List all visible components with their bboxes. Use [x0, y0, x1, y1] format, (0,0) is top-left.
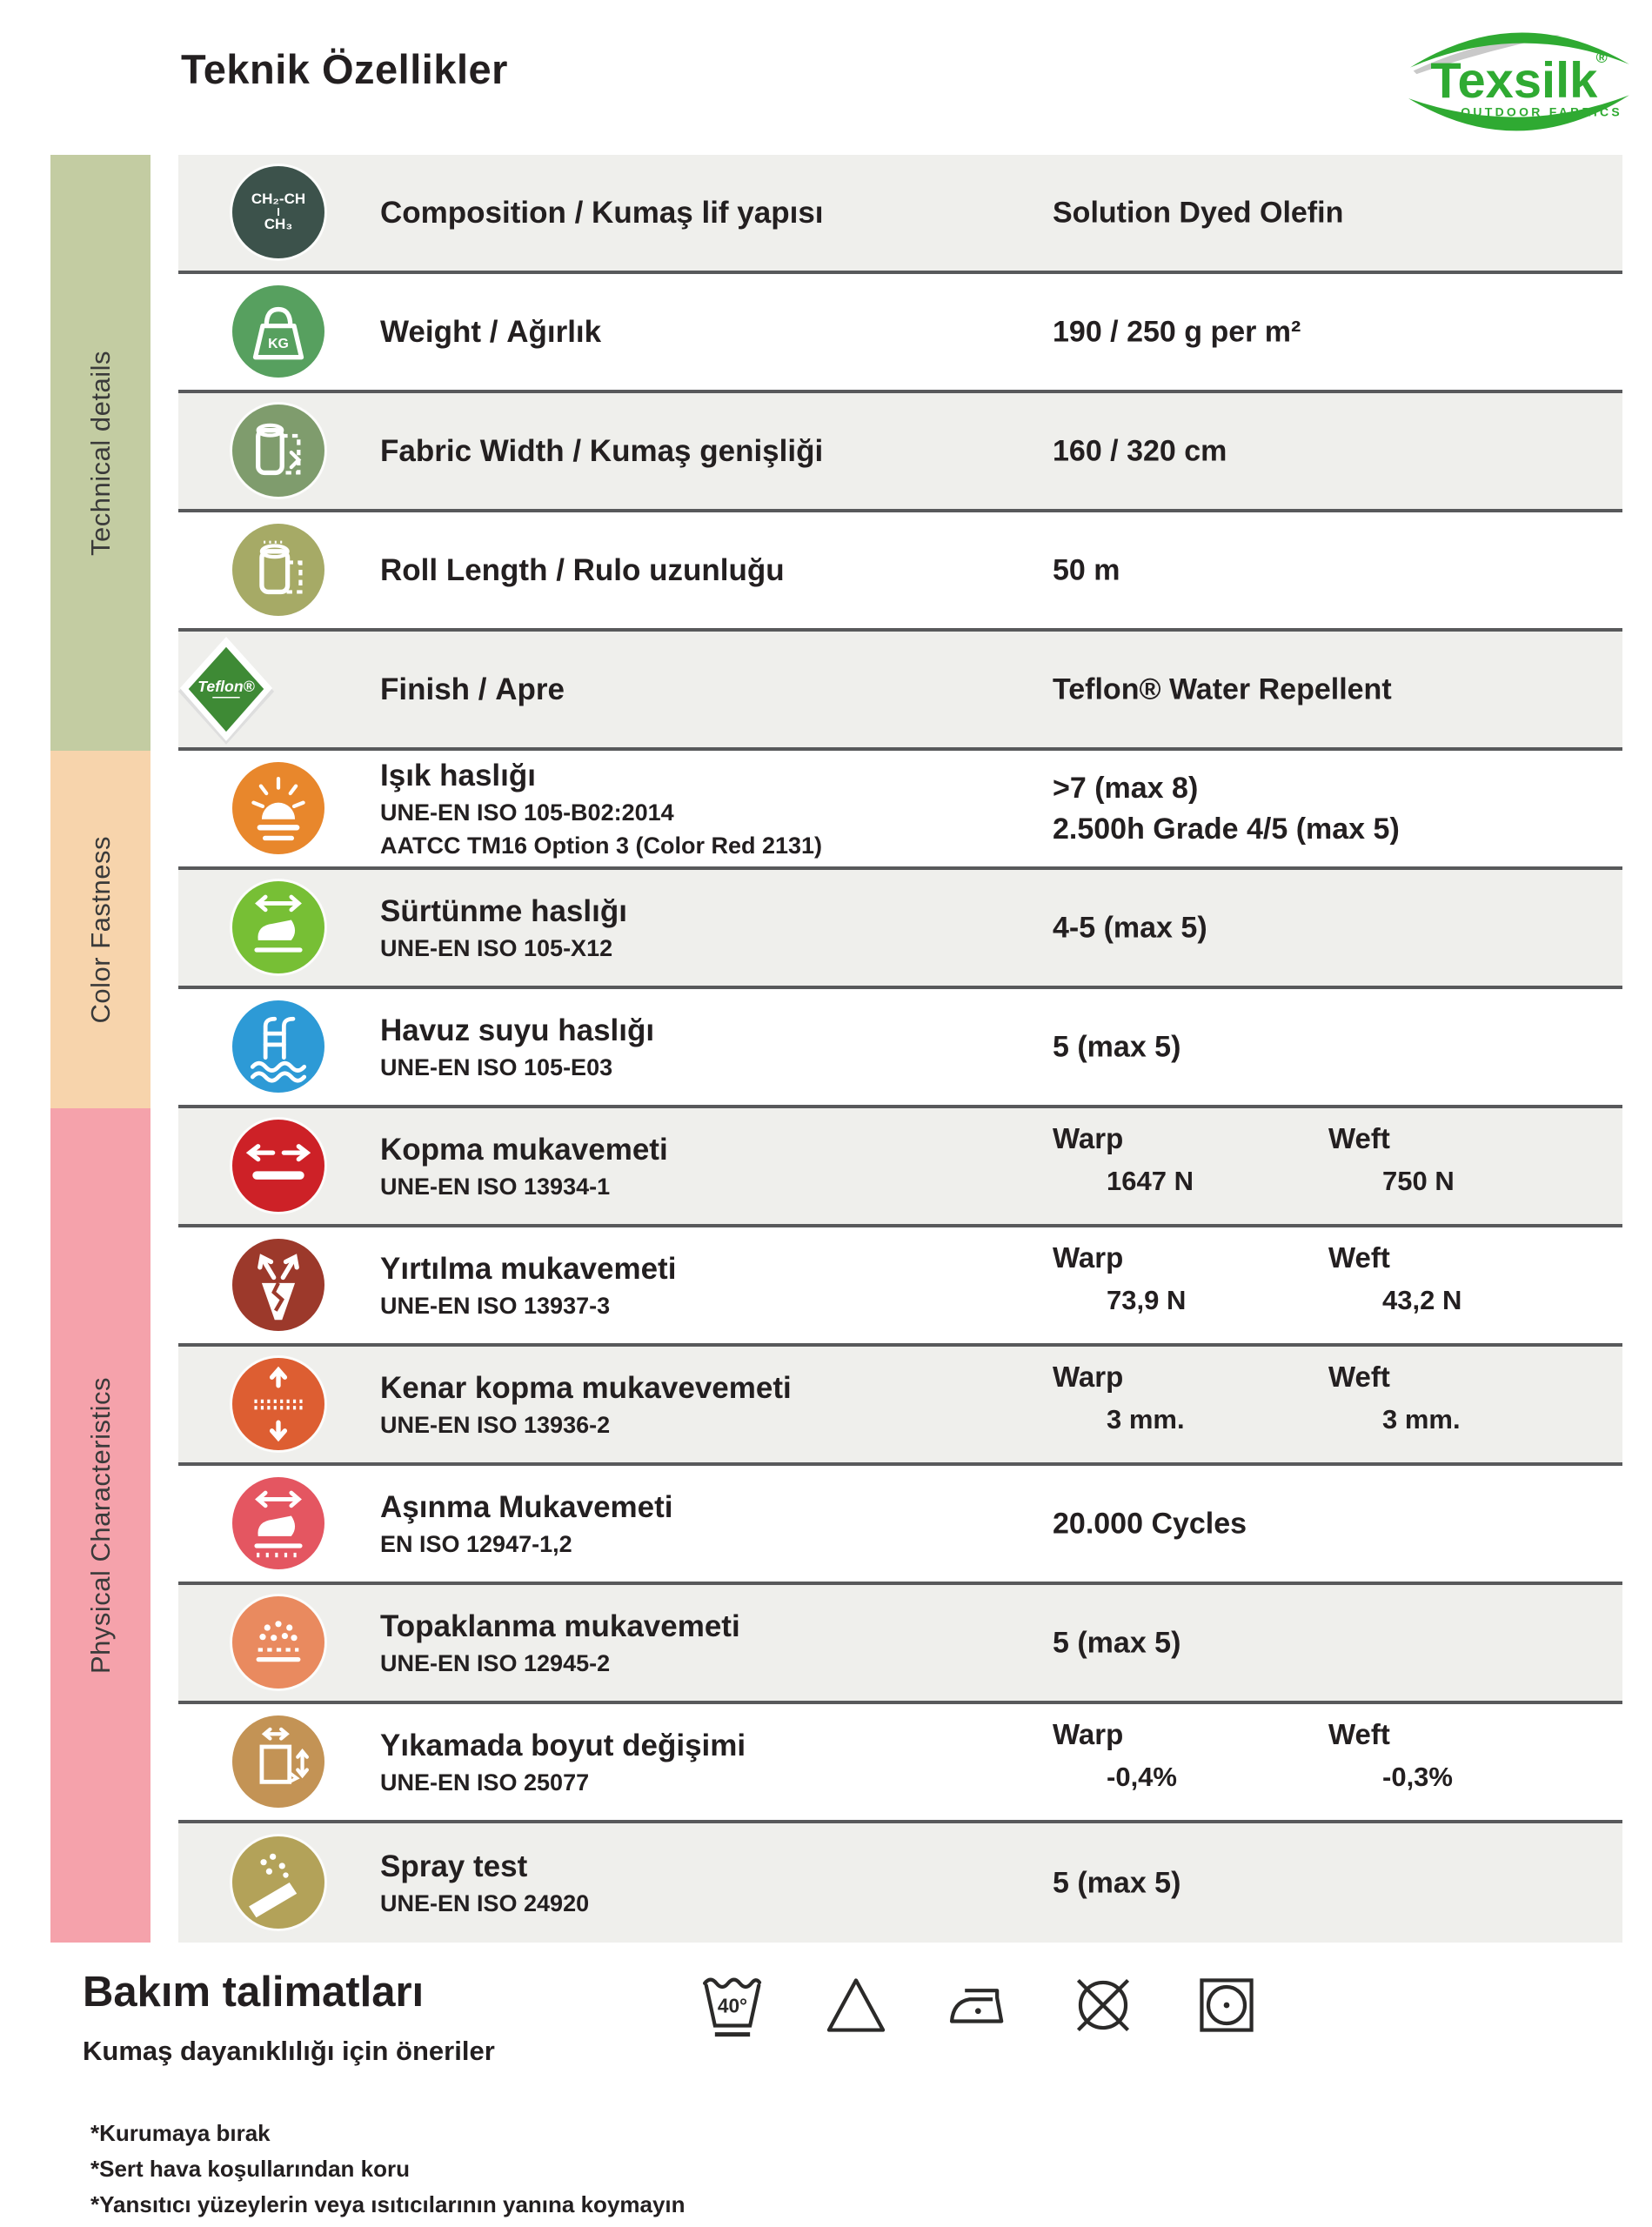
logo-registered-mark: ®: [1595, 48, 1608, 66]
logo-brand-text: Texsilk: [1430, 53, 1598, 110]
spec-row-weight: [178, 274, 1622, 393]
fabric-width-icon: [232, 405, 324, 497]
weft-header: Weft: [1328, 1122, 1390, 1154]
row-standard: UNE-EN ISO 25077: [380, 1769, 590, 1796]
row-label-block: [380, 1729, 746, 1796]
weft-header: Weft: [1328, 1718, 1390, 1750]
teflon-icon: [175, 635, 278, 745]
bleach-triangle-icon: [819, 1963, 893, 2048]
row-label-primary: Aşınma Mukavemeti: [380, 1489, 673, 1524]
spec-row-pool-water-fastness: [178, 989, 1622, 1108]
chem-formula-line: I: [277, 204, 280, 218]
row-label-primary: Yıkamada boyut değişimi: [380, 1728, 746, 1762]
row-label-primary: Composition /: [380, 195, 584, 230]
row-label-block: [380, 1013, 654, 1081]
section-sidebar: [50, 155, 150, 1943]
weft-value: 43,2 N: [1382, 1285, 1462, 1315]
care-note: *Yansıtıcı yüzeylerin veya ısıtıcılarının yanına koymayın: [90, 2191, 686, 2217]
row-label: [380, 1252, 676, 1287]
row-value: 160 / 320 cm: [1053, 434, 1227, 467]
row-label: [380, 759, 822, 793]
row-label-secondary: Ağırlık: [498, 314, 602, 349]
spec-row-tensile-strength: [178, 1108, 1622, 1227]
roll-length-icon: [232, 524, 324, 616]
row-value-line: 2.500h Grade 4/5 (max 5): [1053, 812, 1400, 846]
row-label: [380, 553, 785, 588]
row-label-primary: Finish /: [380, 672, 487, 706]
row-label-block: [380, 1371, 792, 1439]
svg-text:Teflon®: Teflon®: [197, 677, 255, 695]
care-subtitle: Kumaş dayanıklılığı için öneriler: [83, 2036, 495, 2066]
row-label-primary: Topaklanma mukavemeti: [380, 1608, 740, 1643]
row-label-primary: Yırtılma mukavemeti: [380, 1251, 677, 1286]
pilling-resistance-icon: [232, 1596, 324, 1689]
row-standard: UNE-EN ISO 13934-1: [380, 1173, 611, 1200]
row-label: [380, 672, 565, 707]
care-symbols: [696, 1963, 1263, 2048]
svg-text:40°: 40°: [717, 1994, 748, 2017]
icon-wrap: [232, 1596, 326, 1690]
spec-row-finish: [178, 632, 1622, 751]
row-standard: UNE-EN ISO 13936-2: [380, 1411, 611, 1438]
page-title: Teknik Özellikler: [181, 46, 508, 92]
weft-column: [1328, 1718, 1546, 1793]
light-fastness-icon: [232, 762, 324, 854]
row-value: 20.000 Cycles: [1053, 1507, 1247, 1540]
icon-wrap: [232, 405, 326, 498]
warp-column: [1053, 1361, 1270, 1435]
row-label: [380, 1371, 792, 1406]
row-standard: UNE-EN ISO 105-X12: [380, 934, 613, 961]
warp-value: 3 mm.: [1107, 1404, 1185, 1435]
chem-formula-line: CH₃: [264, 216, 293, 233]
row-label-block: [380, 1849, 589, 1917]
icon-wrap: [232, 881, 326, 975]
warp-header: Warp: [1053, 1718, 1124, 1750]
row-standard: UNE-EN ISO 13937-3: [380, 1292, 611, 1319]
row-label-primary: Fabric Width /: [380, 433, 582, 468]
spec-row-wash-shrinkage: [178, 1704, 1622, 1823]
composition-icon: [232, 166, 324, 258]
texsilk-logo-graphic: [1397, 14, 1641, 144]
icon-wrap: [232, 166, 326, 260]
row-standard: UNE-EN ISO 105-B02:2014: [380, 799, 674, 826]
row-label-block: [380, 315, 601, 350]
logo-tagline: OUTDOOR FABRICS: [1461, 104, 1622, 119]
care-note: *Kurumaya bırak: [90, 2120, 271, 2146]
weft-header: Weft: [1328, 1241, 1390, 1274]
row-label: [380, 434, 823, 469]
icon-wrap: [232, 1120, 326, 1214]
row-label-primary: Roll Length /: [380, 552, 565, 587]
weft-value: -0,3%: [1382, 1762, 1453, 1792]
icon-wrap: [232, 524, 326, 618]
row-label-primary: Weight /: [380, 314, 498, 349]
sidebar-band-label: Color Fastness: [84, 835, 116, 1024]
spec-row-composition: [178, 155, 1622, 274]
warp-value: 1647 N: [1107, 1166, 1194, 1196]
abrasion-resistance-icon: [232, 1477, 324, 1569]
sidebar-band-label: Technical details: [84, 350, 116, 556]
row-label-block: [380, 1133, 668, 1200]
sidebar-band-physical-characteristics: [50, 1108, 150, 1943]
weft-column: [1328, 1241, 1546, 1316]
warp-header: Warp: [1053, 1122, 1124, 1154]
row-label: [380, 196, 824, 231]
row-value: 4-5 (max 5): [1053, 911, 1207, 944]
row-value: 5 (max 5): [1053, 1030, 1181, 1063]
seam-slippage-icon: [232, 1358, 324, 1450]
sidebar-band-color-fastness: [50, 751, 150, 1108]
row-label: [380, 315, 601, 350]
row-standard: UNE-EN ISO 105-E03: [380, 1053, 613, 1080]
sidebar-band-label: Physical Characteristics: [84, 1376, 116, 1675]
row-standard: UNE-EN ISO 24920: [380, 1889, 590, 1916]
weight-icon: [232, 285, 324, 378]
icon-wrap: [232, 1715, 326, 1809]
spray-test-icon: [232, 1836, 324, 1929]
row-label-primary: Işık haslığı: [380, 758, 536, 792]
wash-40-icon: [696, 1963, 769, 2048]
row-value: [1053, 772, 1400, 846]
row-label-block: [380, 759, 822, 859]
spec-row-spray-test: [178, 1823, 1622, 1943]
row-label-block: [380, 196, 824, 231]
icon-wrap: [232, 1358, 326, 1452]
row-value-line: >7 (max 8): [1053, 771, 1199, 805]
spec-row-abrasion-resistance: [178, 1466, 1622, 1585]
rubbing-fastness-icon: [232, 881, 324, 973]
row-value: Teflon® Water Repellent: [1053, 672, 1392, 706]
iron-one-dot-icon: [943, 1963, 1016, 2048]
icon-wrap: [232, 1477, 326, 1571]
spec-table: [178, 155, 1622, 1943]
icon-wrap: [232, 762, 326, 856]
warp-column: [1053, 1718, 1270, 1793]
spec-row-light-fastness: [178, 751, 1622, 870]
care-title: Bakım talimatları: [83, 1969, 425, 2016]
row-label: [380, 1013, 654, 1048]
row-value: 5 (max 5): [1053, 1866, 1181, 1899]
spec-row-tear-strength: [178, 1227, 1622, 1347]
tensile-strength-icon: [232, 1120, 324, 1212]
care-note: *Sert hava koşullarından koru: [90, 2156, 411, 2182]
warp-header: Warp: [1053, 1241, 1124, 1274]
row-label-block: [380, 894, 627, 962]
row-label: [380, 1490, 673, 1525]
weft-value: 3 mm.: [1382, 1404, 1461, 1435]
weft-column: [1328, 1361, 1546, 1435]
svg-text:KG: KG: [268, 336, 289, 351]
row-label: [380, 894, 627, 929]
weft-value: 750 N: [1382, 1166, 1455, 1196]
row-value: Solution Dyed Olefin: [1053, 196, 1344, 229]
warp-value: 73,9 N: [1107, 1285, 1187, 1315]
row-label: [380, 1729, 746, 1763]
row-label-secondary: Apre: [486, 672, 565, 706]
row-value: 5 (max 5): [1053, 1626, 1181, 1659]
row-label-block: [380, 672, 565, 707]
tear-strength-icon: [232, 1239, 324, 1331]
do-not-dry-clean-icon: [1067, 1963, 1140, 2048]
row-label-block: [380, 1252, 676, 1320]
icon-wrap: [232, 285, 326, 379]
row-label-secondary: Kumaş genişliği: [581, 433, 824, 468]
row-value: 50 m: [1053, 553, 1120, 586]
spec-row-fabric-width: [178, 393, 1622, 512]
care-notes: [90, 2116, 686, 2223]
row-label-primary: Sürtünme haslığı: [380, 893, 627, 928]
warp-column: [1053, 1122, 1270, 1197]
row-label-block: [380, 553, 785, 588]
weft-header: Weft: [1328, 1361, 1390, 1393]
warp-header: Warp: [1053, 1361, 1124, 1393]
row-label-primary: Havuz suyu haslığı: [380, 1013, 655, 1047]
wash-shrinkage-icon: [232, 1715, 324, 1808]
sidebar-band-technical-details: [50, 155, 150, 751]
row-label-primary: Kenar kopma mukavevemeti: [380, 1370, 792, 1405]
texsilk-logo: [1397, 14, 1641, 144]
row-label-primary: Kopma mukavemeti: [380, 1132, 668, 1167]
row-standard: UNE-EN ISO 12945-2: [380, 1649, 611, 1676]
row-label: [380, 1133, 668, 1167]
icon-wrap: [232, 1836, 326, 1930]
spec-row-pilling-resistance: [178, 1585, 1622, 1704]
row-label-block: [380, 1490, 673, 1558]
spec-row-roll-length: [178, 512, 1622, 632]
row-standard: EN ISO 12947-1,2: [380, 1530, 572, 1557]
weft-column: [1328, 1122, 1546, 1197]
chem-formula-line: CH₂-CH: [251, 190, 306, 207]
warp-value: -0,4%: [1107, 1762, 1177, 1792]
row-label-secondary: Kumaş lif yapısı: [583, 195, 824, 230]
row-label-primary: Spray test: [380, 1849, 528, 1883]
warp-column: [1053, 1241, 1270, 1316]
row-label-block: [380, 1609, 740, 1677]
row-label-block: [380, 434, 823, 469]
spec-row-seam-slippage: [178, 1347, 1622, 1466]
pool-water-icon: [232, 1000, 324, 1093]
icon-wrap: [232, 1239, 326, 1333]
row-value: 190 / 250 g per m²: [1053, 315, 1301, 348]
icon-wrap: [232, 1000, 326, 1094]
tumble-dry-one-dot-icon: [1190, 1963, 1263, 2048]
row-label: [380, 1609, 740, 1644]
row-label: [380, 1849, 589, 1884]
row-standard: AATCC TM16 Option 3 (Color Red 2131): [380, 832, 823, 859]
row-label-secondary: Rulo uzunluğu: [564, 552, 785, 587]
spec-row-rubbing-fastness: [178, 870, 1622, 989]
